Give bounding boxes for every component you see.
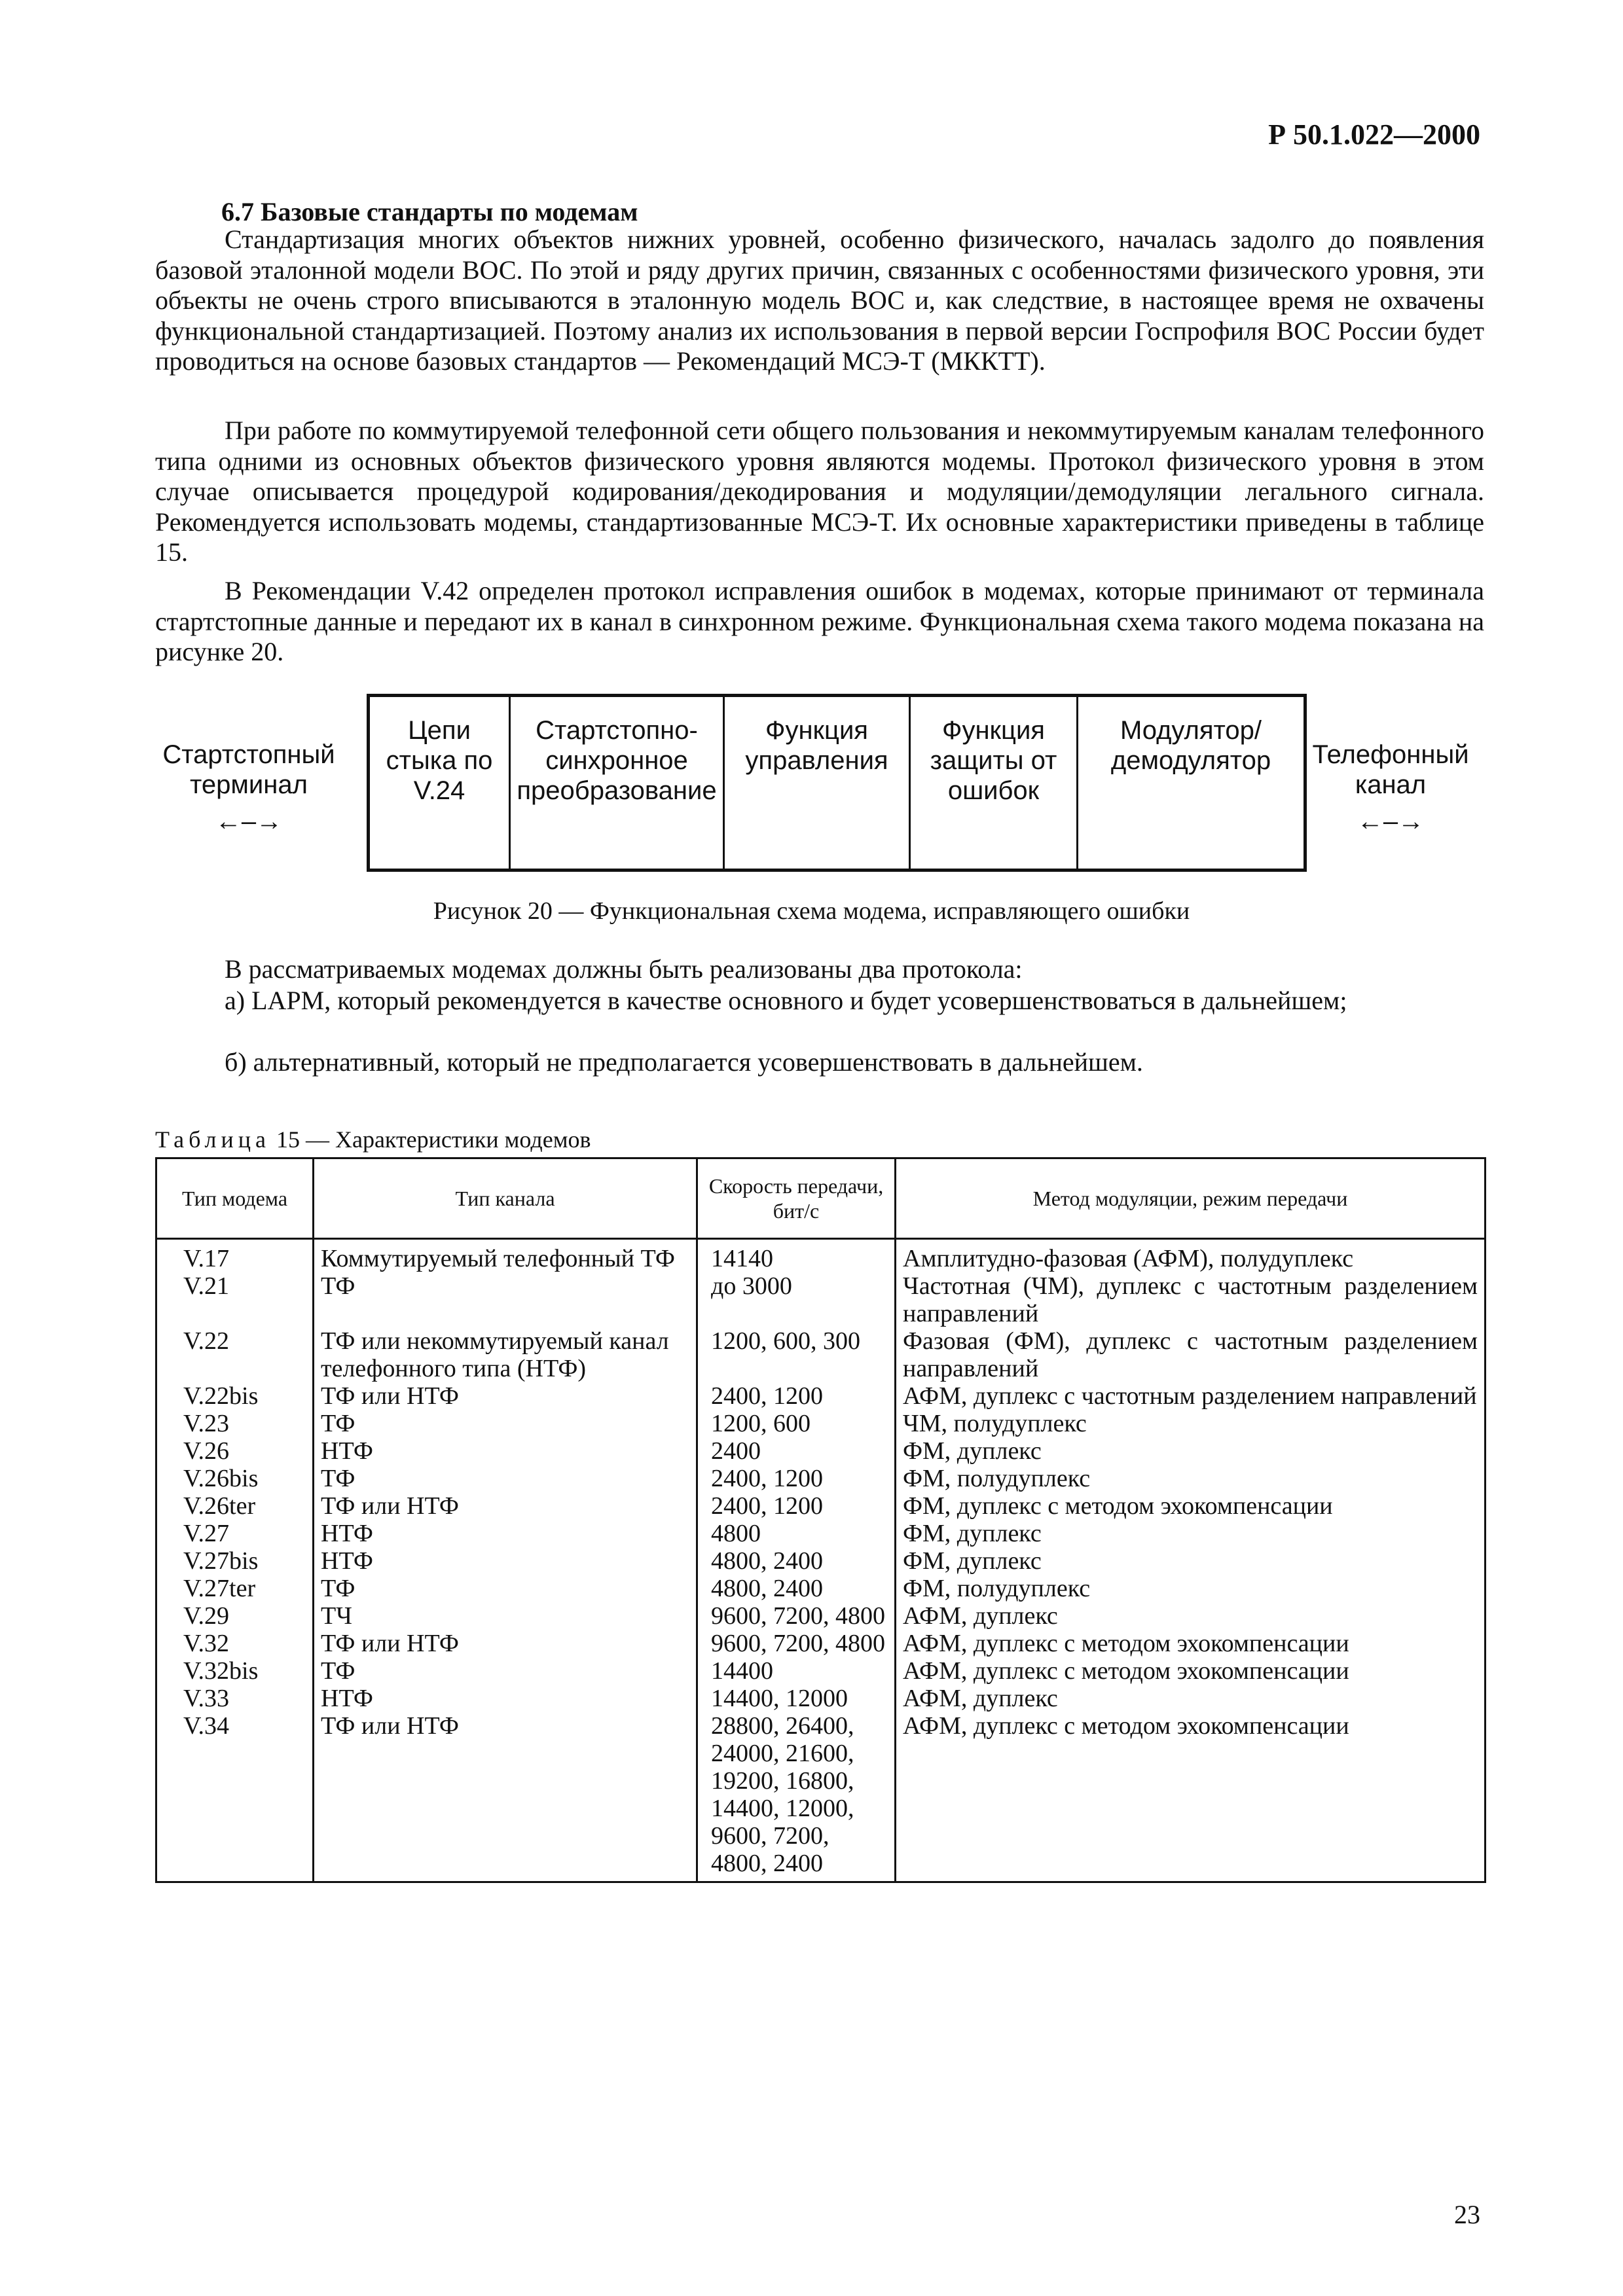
header-modulation: Метод модуляции, режим передачи xyxy=(896,1158,1486,1239)
cell-speed: 1200, 600 xyxy=(697,1410,896,1437)
cell-speed: 14140 xyxy=(697,1239,896,1273)
cell-modem-type: V.22bis xyxy=(156,1382,314,1410)
cell-modem-type: V.32bis xyxy=(156,1657,314,1685)
table-header-row xyxy=(156,1158,1486,1239)
cell-modulation: Амплитудно-фазовая (АФМ), полудуплекс xyxy=(896,1239,1486,1273)
cell-modulation: ФМ, дуплекс с методом эхокомпенсации xyxy=(896,1492,1486,1520)
table-row xyxy=(156,1465,1486,1492)
table-row xyxy=(156,1327,1486,1382)
cell-speed: 2400, 1200 xyxy=(697,1465,896,1492)
modem-block-chain xyxy=(367,694,1307,872)
cell-modulation: ЧМ, полудуплекс xyxy=(896,1410,1486,1437)
bidirectional-arrow-icon: ←–→ xyxy=(1357,807,1425,836)
cell-channel-type: ТФ или НТФ xyxy=(314,1712,697,1882)
table-row xyxy=(156,1630,1486,1657)
header-modem-type: Тип модема xyxy=(156,1158,314,1239)
cell-modem-type: V.34 xyxy=(156,1712,314,1882)
table-caption-text: 15 — Характеристики модемов xyxy=(276,1126,591,1153)
table-row xyxy=(156,1685,1486,1712)
cell-modem-type: V.27 xyxy=(156,1520,314,1547)
table-row xyxy=(156,1239,1486,1273)
cell-channel-type: ТФ xyxy=(314,1575,697,1602)
header-speed: Скорость передачи, бит/с xyxy=(697,1158,896,1239)
paragraph-1: Стандартизация многих объектов нижних уровней, особенно физического, началась задолго до появления базовой эталонной модели ВОС. По этой и ряду других причин, связанных с особенностями физического уровня, эти объекты не очень строго вписываются в эталонную модель ВОС и, как следствие, в настоящее время не охвачены функциональной стандартизацией. Поэтому анализ их использования в первой версии Госпрофиля ВОС России будет проводиться на основе базовых стандартов — Рекомендаций МСЭ-Т (МККТТ). xyxy=(155,224,1484,376)
table-row xyxy=(156,1547,1486,1575)
cell-channel-type: ТФ xyxy=(314,1410,697,1437)
cell-channel-type: ТФ xyxy=(314,1272,697,1327)
table-row xyxy=(156,1437,1486,1465)
cell-channel-type: НТФ xyxy=(314,1547,697,1575)
cell-modulation: ФМ, полудуплекс xyxy=(896,1465,1486,1492)
figure-caption: Рисунок 20 — Функциональная схема модема, исправляющего ошибки xyxy=(433,897,1190,925)
block-interface-circuits: Цепи стыка по V.24 xyxy=(386,716,493,805)
cell-speed: 2400, 1200 xyxy=(697,1382,896,1410)
cell-speed: 9600, 7200, 4800 xyxy=(697,1602,896,1630)
cell-modulation: Частотная (ЧМ), дуплекс с частотным разделением направлений xyxy=(896,1272,1486,1327)
cell-modulation: ФМ, дуплекс xyxy=(896,1437,1486,1465)
cell-modulation: ФМ, дуплекс xyxy=(896,1520,1486,1547)
protocol-item-b: б) альтернативный, который не предполагается усовершенствовать в дальнейшем. xyxy=(225,1047,1143,1077)
cell-speed: 2400, 1200 xyxy=(697,1492,896,1520)
block-control-function: Функция управления xyxy=(723,697,909,869)
cell-modem-type: V.32 xyxy=(156,1630,314,1657)
header-channel-type: Тип канала xyxy=(314,1158,697,1239)
cell-speed: 14400 xyxy=(697,1657,896,1685)
cell-modulation: АФМ, дуплекс с методом эхокомпенсации xyxy=(896,1630,1486,1657)
table-row xyxy=(156,1520,1486,1547)
cell-modem-type: V.27bis xyxy=(156,1547,314,1575)
table-body xyxy=(156,1239,1486,1882)
cell-channel-type: НТФ xyxy=(314,1437,697,1465)
diagram-left-terminal xyxy=(151,740,347,836)
table-row xyxy=(156,1657,1486,1685)
cell-speed: 4800, 2400 xyxy=(697,1575,896,1602)
modem-diagram xyxy=(151,694,1493,877)
cell-speed: 1200, 600, 300 xyxy=(697,1327,896,1382)
cell-modem-type: V.22 xyxy=(156,1327,314,1382)
cell-modem-type: V.29 xyxy=(156,1602,314,1630)
paragraph-3: В Рекомендации V.42 определен протокол исправления ошибок в модемах, которые принимают от терминала стартстопные данные и передают их в канал в синхронном режиме. Функциональная схема такого модема показана на рисунке 20. xyxy=(155,576,1484,666)
cell-modulation: АФМ, дуплекс xyxy=(896,1685,1486,1712)
cell-speed: 28800, 26400, 24000, 21600, 19200, 16800, 14400, 12000, 9600, 7200, 4800, 2400 xyxy=(697,1712,896,1882)
cell-speed: 2400 xyxy=(697,1437,896,1465)
cell-speed: 4800 xyxy=(697,1520,896,1547)
right-channel-label: Телефонный канал xyxy=(1312,740,1469,799)
page-number: 23 xyxy=(1454,2200,1480,2229)
cell-modulation: ФМ, полудуплекс xyxy=(896,1575,1486,1602)
cell-speed: до 3000 xyxy=(697,1272,896,1327)
document-id: Р 50.1.022—2000 xyxy=(1268,118,1480,151)
cell-speed: 4800, 2400 xyxy=(697,1547,896,1575)
cell-channel-type: НТФ xyxy=(314,1520,697,1547)
table-row xyxy=(156,1492,1486,1520)
block-modulator-demodulator: Модулятор/ демодулятор xyxy=(1076,697,1304,869)
cell-modem-type: V.27ter xyxy=(156,1575,314,1602)
section-title: 6.7 Базовые стандарты по модемам xyxy=(221,197,638,226)
table-caption-prefix: Таблица xyxy=(155,1126,270,1153)
table-row xyxy=(156,1410,1486,1437)
cell-modem-type: V.21 xyxy=(156,1272,314,1327)
cell-speed: 14400, 12000 xyxy=(697,1685,896,1712)
cell-channel-type: ТФ или некоммутируемый канал телефонного типа (НТФ) xyxy=(314,1327,697,1382)
table-caption xyxy=(155,1126,591,1153)
bidirectional-arrow-icon: ←–→ xyxy=(215,807,283,836)
protocols-intro: В рассматриваемых модемах должны быть реализованы два протокола: xyxy=(225,954,1023,984)
cell-modem-type: V.26ter xyxy=(156,1492,314,1520)
table-row xyxy=(156,1602,1486,1630)
modem-characteristics-table xyxy=(155,1157,1486,1883)
cell-channel-type: ТФ или НТФ xyxy=(314,1492,697,1520)
protocol-item-a: а) LAPM, который рекомендуется в качестве основного и будет усовершенствоваться в дальнейшем; xyxy=(225,986,1347,1015)
cell-modem-type: V.33 xyxy=(156,1685,314,1712)
cell-channel-type: ТФ xyxy=(314,1465,697,1492)
cell-modulation: АФМ, дуплекс xyxy=(896,1602,1486,1630)
cell-channel-type: ТФ xyxy=(314,1657,697,1685)
cell-modem-type: V.17 xyxy=(156,1239,314,1273)
cell-modem-type: V.23 xyxy=(156,1410,314,1437)
cell-speed: 9600, 7200, 4800 xyxy=(697,1630,896,1657)
table-row xyxy=(156,1712,1486,1882)
cell-channel-type: ТЧ xyxy=(314,1602,697,1630)
diagram-right-channel xyxy=(1288,740,1493,836)
paragraph-2: При работе по коммутируемой телефонной сети общего пользования и некоммутируемым каналам телефонного типа одними из основных объектов физического уровня являются модемы. Протокол физического уровня в этом случае описывается процедурой кодирования/декодирования и модуляции/демодуляции легального сигнала. Рекомендуется использовать модемы, стандартизованные МСЭ-Т. Их основные характеристики приведены в таблице 15. xyxy=(155,416,1484,567)
cell-modem-type: V.26bis xyxy=(156,1465,314,1492)
cell-modulation: Фазовая (ФМ), дуплекс с частотным разделением направлений xyxy=(896,1327,1486,1382)
cell-channel-type: Коммутируемый телефонный ТФ xyxy=(314,1239,697,1273)
cell-modulation: ФМ, дуплекс xyxy=(896,1547,1486,1575)
table-row xyxy=(156,1575,1486,1602)
cell-modulation: АФМ, дуплекс с методом эхокомпенсации xyxy=(896,1712,1486,1882)
cell-modulation: АФМ, дуплекс с методом эхокомпенсации xyxy=(896,1657,1486,1685)
table-row xyxy=(156,1272,1486,1327)
block-async-sync-conversion: Стартстопно-синхронное преобразование xyxy=(509,697,723,869)
left-terminal-label: Стартстопный терминал xyxy=(162,740,335,799)
cell-channel-type: ТФ или НТФ xyxy=(314,1630,697,1657)
cell-channel-type: ТФ или НТФ xyxy=(314,1382,697,1410)
block-error-protection: Функция защиты от ошибок xyxy=(909,697,1076,869)
table-row xyxy=(156,1382,1486,1410)
cell-channel-type: НТФ xyxy=(314,1685,697,1712)
cell-modem-type: V.26 xyxy=(156,1437,314,1465)
cell-modulation: АФМ, дуплекс с частотным разделением направлений xyxy=(896,1382,1486,1410)
